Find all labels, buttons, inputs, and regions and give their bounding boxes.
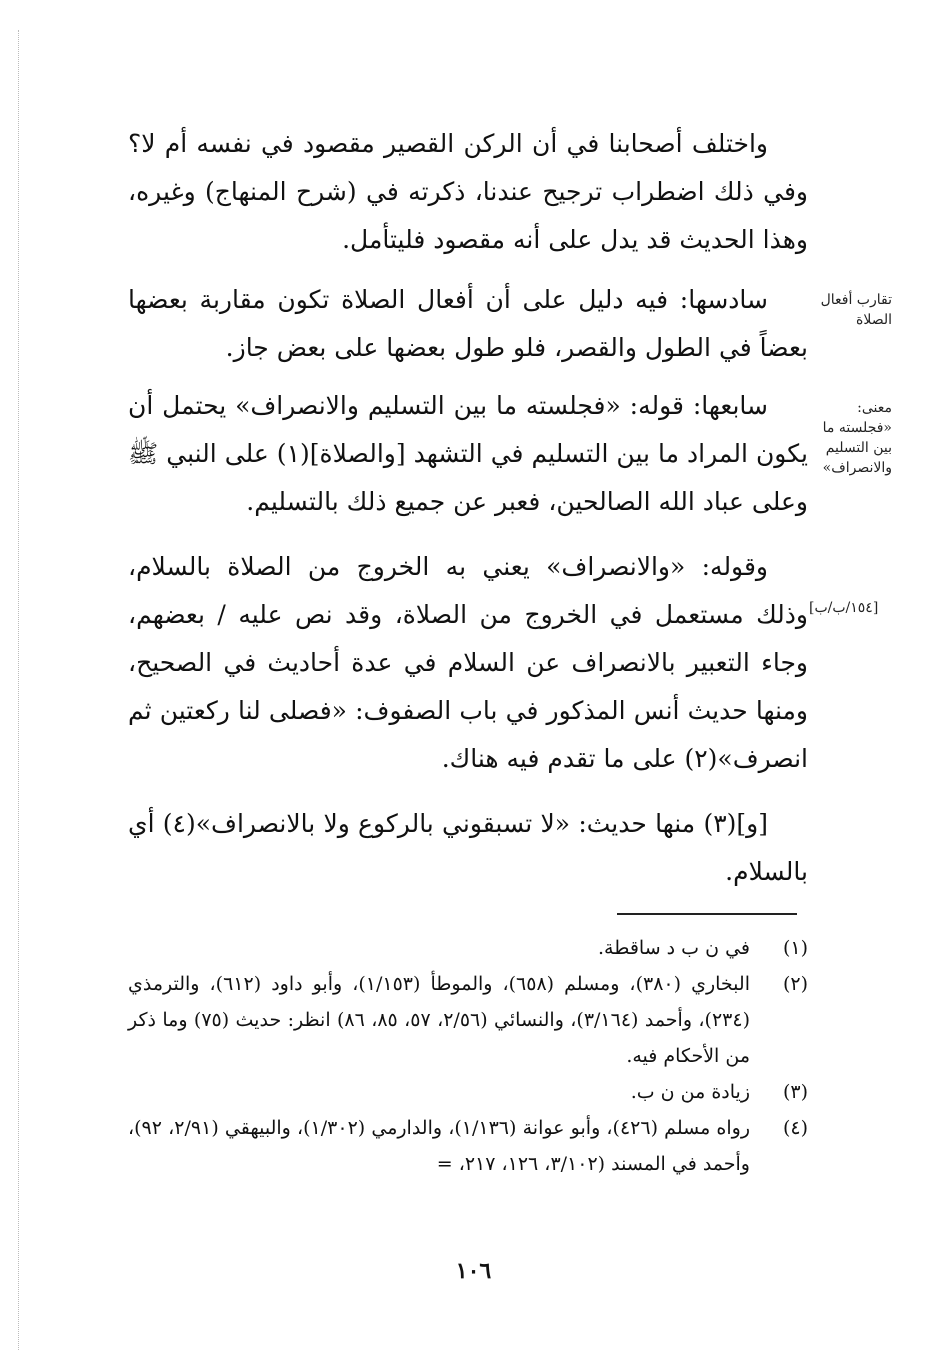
footnote-number: (١): [782, 937, 808, 959]
body-paragraph-3: سابعها: قوله: «فجلسته ما بين التسليم والانصراف» يحتمل أن يكون المراد ما بين التسليم في التشهد [والصلاة](١) على النبي ﷺ وعلى عباد الله الصالحين، فعبر عن جميع ذلك بالتسليم.: [128, 391, 808, 516]
footnote-1: [128, 930, 808, 966]
footnote-separator: [617, 913, 797, 915]
footnote-number: (٤): [782, 1117, 808, 1139]
manuscript-folio-mark: [١٥٤/ب/ب]: [809, 600, 879, 616]
page-number: ١٠٦: [455, 1258, 492, 1284]
footnote-text: البخاري (٣٨٠)، ومسلم (٦٥٨)، والموطأ (١/١٥٣)، وأبو داود (٦١٢)، والترمذي (٢٣٤)، وأحمد (٣/١٦٤)، والنسائي (٢/٥٦، ٥٧، ٨٥، ٨٦) انظر: حديث (٧٥) وما ذكر من الأحكام فيه.: [128, 973, 750, 1067]
footnote-number: (٣): [782, 1081, 808, 1103]
scan-edge: [18, 30, 21, 1350]
footnotes: [128, 930, 808, 1182]
footnote-2: [128, 966, 808, 1074]
footnote-text: في ن ب د ساقطة.: [598, 937, 750, 959]
body-paragraph-5: [و](٣) منها حديث: «لا تسبقوني بالركوع ولا بالانصراف»(٤) أي بالسلام.: [128, 809, 808, 886]
footnote-text: زيادة من ن ب.: [630, 1081, 750, 1103]
footnote-4: [128, 1110, 808, 1182]
margin-note-2: معنى: «فجلسته ما بين التسليم والانصراف»: [822, 400, 892, 476]
footnote-number: (٢): [782, 973, 808, 995]
footnote-3: [128, 1074, 808, 1110]
body-paragraph-4: وقوله: «والانصراف» يعني به الخروج من الصلاة بالسلام، وذلك مستعمل في الخروج من الصلاة، وقد نص عليه / بعضهم، وجاء التعبير بالانصراف عن السلام في عدة أحاديث في الصحيح، ومنها حديث أنس المذكور في باب الصفوف: «فصلى لنا ركعتين ثم انصرف»(٢) على ما تقدم فيه هناك.: [128, 552, 808, 773]
body-paragraph-2: سادسها: فيه دليل على أن أفعال الصلاة تكون مقاربة بعضها بعضاً في الطول والقصر، فلو طول بعضها على بعض جاز.: [128, 285, 808, 362]
footnote-text: رواه مسلم (٤٢٦)، وأبو عوانة (١/١٣٦)، والدارمي (١/٣٠٢)، والبيهقي (٢/٩١، ٩٢)، وأحمد في المسند (٣/١٠٢، ١٢٦، ٢١٧، =: [128, 1117, 751, 1175]
body-paragraph-1: واختلف أصحابنا في أن الركن القصير مقصود في نفسه أم لا؟ وفي ذلك اضطراب ترجيح عندنا، ذكرته في (شرح المنهاج) وغيره، وهذا الحديث قد يدل على أنه مقصود فليتأمل.: [128, 129, 808, 254]
margin-note-1: تقارب أفعال الصلاة: [820, 292, 892, 328]
